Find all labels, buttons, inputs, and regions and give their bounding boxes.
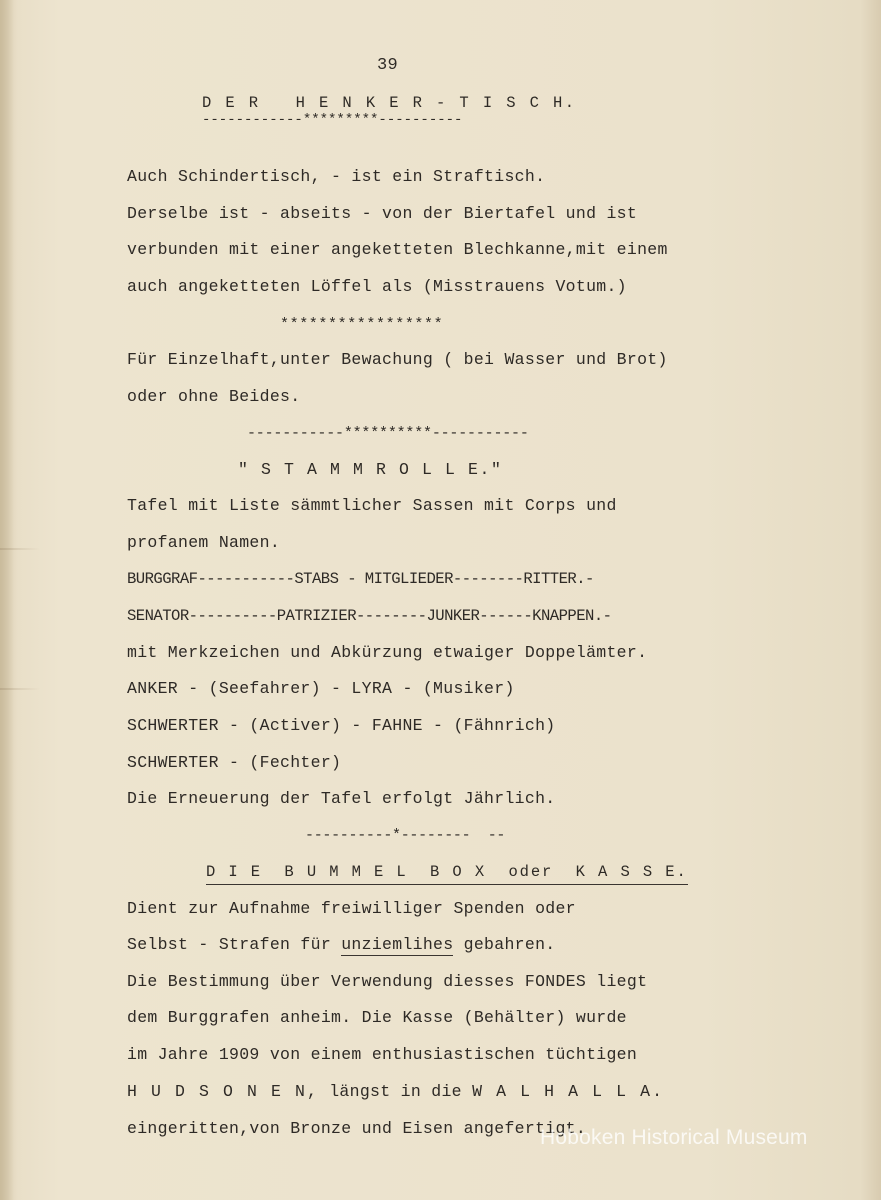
section-title-henker-tisch: D E R H E N K E R - T I S C H. <box>202 94 577 112</box>
paragraph-line: Für Einzelhaft,unter Bewachung ( bei Wasser und Brot) <box>127 350 668 369</box>
text-run: gebahren. <box>453 935 556 954</box>
paragraph-line: oder ohne Beides. <box>127 387 301 406</box>
paragraph-line: dem Burggrafen anheim. Die Kasse (Behälter) wurde <box>127 1008 627 1027</box>
museum-watermark: Hoboken Historical Museum <box>540 1126 808 1149</box>
paragraph-line: Tafel mit Liste sämmtlicher Sassen mit Corps und <box>127 496 617 515</box>
stars-divider: ***************** <box>280 316 444 333</box>
paragraph-line: Auch Schindertisch, - ist ein Straftisch. <box>127 167 546 186</box>
paragraph-line: eingeritten,von Bronze und Eisen angefertigt. <box>127 1119 587 1138</box>
spaced-word-walhalla: W A L H A L L A. <box>472 1082 665 1101</box>
underlined-word: unziemlihes <box>341 935 454 954</box>
paragraph-line: im Jahre 1909 von einem enthusiastischen tüchtigen <box>127 1045 638 1064</box>
paragraph-line: profanem Namen. <box>127 533 281 552</box>
section-title-bummel-box: D I E B U M M E L B O X oder K A S S E. <box>206 862 688 885</box>
paragraph-line: mit Merkzeichen und Abkürzung etwaiger Doppelämter. <box>127 643 648 662</box>
rank-list-line: BURGGRAF-----------STABS - MITGLIEDER--------RITTER.- <box>127 570 594 588</box>
paragraph-line: Dient zur Aufnahme freiwilliger Spenden oder <box>127 899 576 918</box>
paper-crease <box>0 688 40 690</box>
paragraph-line <box>127 935 555 955</box>
paragraph-line: auch angeketteten Löffel als (Misstrauens Votum.) <box>127 277 627 296</box>
spaced-word-hudsonen: H U D S O N E N, <box>127 1082 320 1101</box>
paragraph-line: verbunden mit einer angeketteten Blechkanne,mit einem <box>127 240 668 259</box>
paragraph-line <box>127 1082 664 1102</box>
section-title-stammrolle: " S T A M M R O L L E." <box>238 460 503 479</box>
page-number: 39 <box>377 56 399 75</box>
section-divider: ----------*-------- -- <box>305 827 506 844</box>
paragraph-line: SCHWERTER - (Fechter) <box>127 753 342 772</box>
paragraph-line: Derselbe ist - abseits - von der Biertafel und ist <box>127 204 638 223</box>
paragraph-line: Die Erneuerung der Tafel erfolgt Jährlich. <box>127 789 556 808</box>
section-divider: -----------**********----------- <box>247 425 529 442</box>
paper-crease <box>0 548 40 550</box>
paragraph-line: SCHWERTER - (Activer) - FAHNE - (Fähnrich) <box>127 716 556 735</box>
text-run: längst in die <box>319 1082 473 1101</box>
title-rule: ------------*********---------- <box>202 112 463 128</box>
paragraph-line: ANKER - (Seefahrer) - LYRA - (Musiker) <box>127 679 515 698</box>
text-run: Selbst - Strafen für <box>127 935 342 954</box>
paragraph-line: Die Bestimmung über Verwendung diesses FONDES liegt <box>127 972 648 991</box>
rank-list-line: SENATOR----------PATRIZIER--------JUNKER------KNAPPEN.- <box>127 607 612 625</box>
